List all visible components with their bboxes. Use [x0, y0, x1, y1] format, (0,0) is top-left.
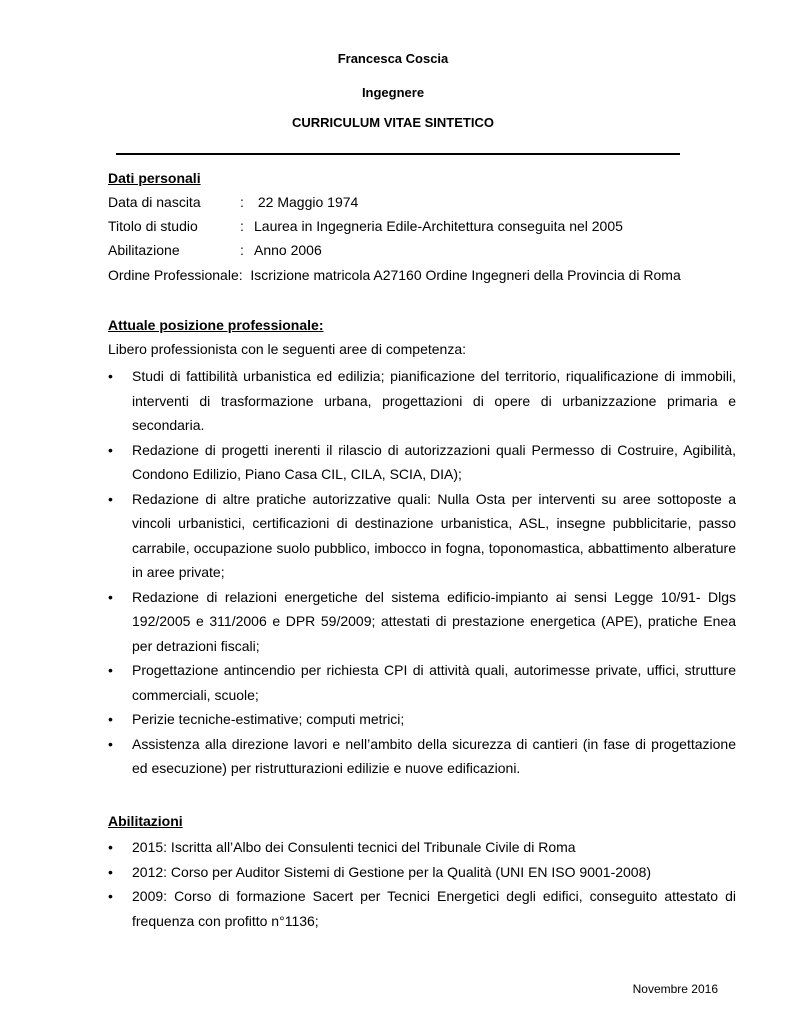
author-title: Ingegnere	[361, 85, 425, 100]
degree-label: Titolo di studio	[108, 218, 198, 234]
bullet-icon: •	[108, 490, 113, 507]
list-item: • 2012: Corso per Auditor Sistemi di Gestione per la Qualità (UNI EN ISO 9001-2008)	[108, 860, 736, 885]
order-value: Iscrizione matricola A27160 Ordine Ingegneri della Provincia di Roma	[250, 267, 681, 283]
bullet-icon: •	[108, 441, 113, 458]
competence-list	[108, 364, 736, 781]
bullet-icon: •	[108, 863, 113, 880]
list-item: • Redazione di progetti inerenti il rilascio di autorizzazioni quali Permesso di Costruire, Agibilità, Condono Edilizio, Piano Casa CIL, CILA, SCIA, DIA);	[108, 438, 736, 487]
personal-data-heading: Dati personali	[108, 170, 201, 186]
list-item: • Perizie tecniche-estimative; computi metrici;	[108, 707, 736, 732]
order-label: Ordine Professionale:	[108, 267, 243, 283]
list-item: • Redazione di altre pratiche autorizzative quali: Nulla Osta per interventi su aree sottoposte a vincoli urbanistici, certificazioni di destinazione urbanistica, ASL, insegne pubblicitarie, passo carrabile, occupazione suolo pubblico, imbocco in fogna, toponomastica, abbattimento alberature in aree private;	[108, 487, 736, 585]
bullet-icon: •	[108, 839, 113, 855]
list-item: • Studi di fattibilità urbanistica ed edilizia; pianificazione del territorio, riqualificazione di immobili, interventi di trasformazione urbana, progettazioni di opere di urbanizzazione primaria e secondaria.	[108, 364, 736, 438]
list-item: • 2009: Corso di formazione Sacert per Tecnici Energetici degli edifici, conseguito attestato di frequenza con profitto n°1136;	[108, 884, 736, 933]
bullet-icon: •	[108, 888, 113, 904]
degree-sep: :	[240, 218, 244, 234]
birth-date-label: Data di nascita	[108, 194, 201, 210]
header-divider	[116, 153, 680, 155]
footer-date: Novembre 2016	[632, 982, 718, 996]
position-intro: Libero professionista con le seguenti aree di competenza:	[108, 341, 466, 357]
degree-value: Laurea in Ingegneria Edile-Architettura conseguita nel 2005	[254, 218, 623, 234]
author-name: Francesca Coscia	[337, 51, 449, 66]
list-item: • Assistenza alla direzione lavori e nell’ambito della sicurezza di cantieri (in fase di progettazione ed esecuzione) per ristrutturazioni edilizie e nuove edificazioni.	[108, 732, 736, 781]
qualifications-list	[108, 835, 736, 933]
list-item: • Progettazione antincendio per richiesta CPI di attività quali, autorimesse private, uffici, strutture commerciali, scuole;	[108, 658, 736, 707]
bullet-icon: •	[108, 735, 113, 752]
position-heading: Attuale posizione professionale:	[108, 317, 324, 333]
bullet-icon: •	[108, 662, 113, 678]
license-sep: :	[240, 242, 244, 258]
birth-date-value: 22 Maggio 1974	[254, 194, 359, 210]
list-item: • Redazione di relazioni energetiche del sistema edificio-impianto ai sensi Legge 10/91- Dlgs 192/2005 e 311/2006 e DPR 59/2009; attestati di prestazione energetica (APE), pratiche Enea per detrazioni fiscali;	[108, 585, 736, 659]
bullet-icon: •	[108, 711, 113, 727]
document-title: CURRICULUM VITAE SINTETICO	[292, 115, 494, 130]
degree-row	[108, 218, 623, 234]
birth-date-row	[108, 194, 358, 210]
bullet-icon: •	[108, 588, 113, 605]
license-value: Anno 2006	[254, 242, 322, 258]
birth-date-sep: :	[240, 194, 244, 210]
order-row	[108, 267, 681, 283]
license-row	[108, 242, 322, 258]
license-label: Abilitazione	[108, 242, 180, 258]
list-item: • 2015: Iscritta all’Albo dei Consulenti tecnici del Tribunale Civile di Roma	[108, 835, 736, 860]
bullet-icon: •	[108, 368, 113, 384]
qualifications-heading: Abilitazioni	[108, 813, 183, 829]
